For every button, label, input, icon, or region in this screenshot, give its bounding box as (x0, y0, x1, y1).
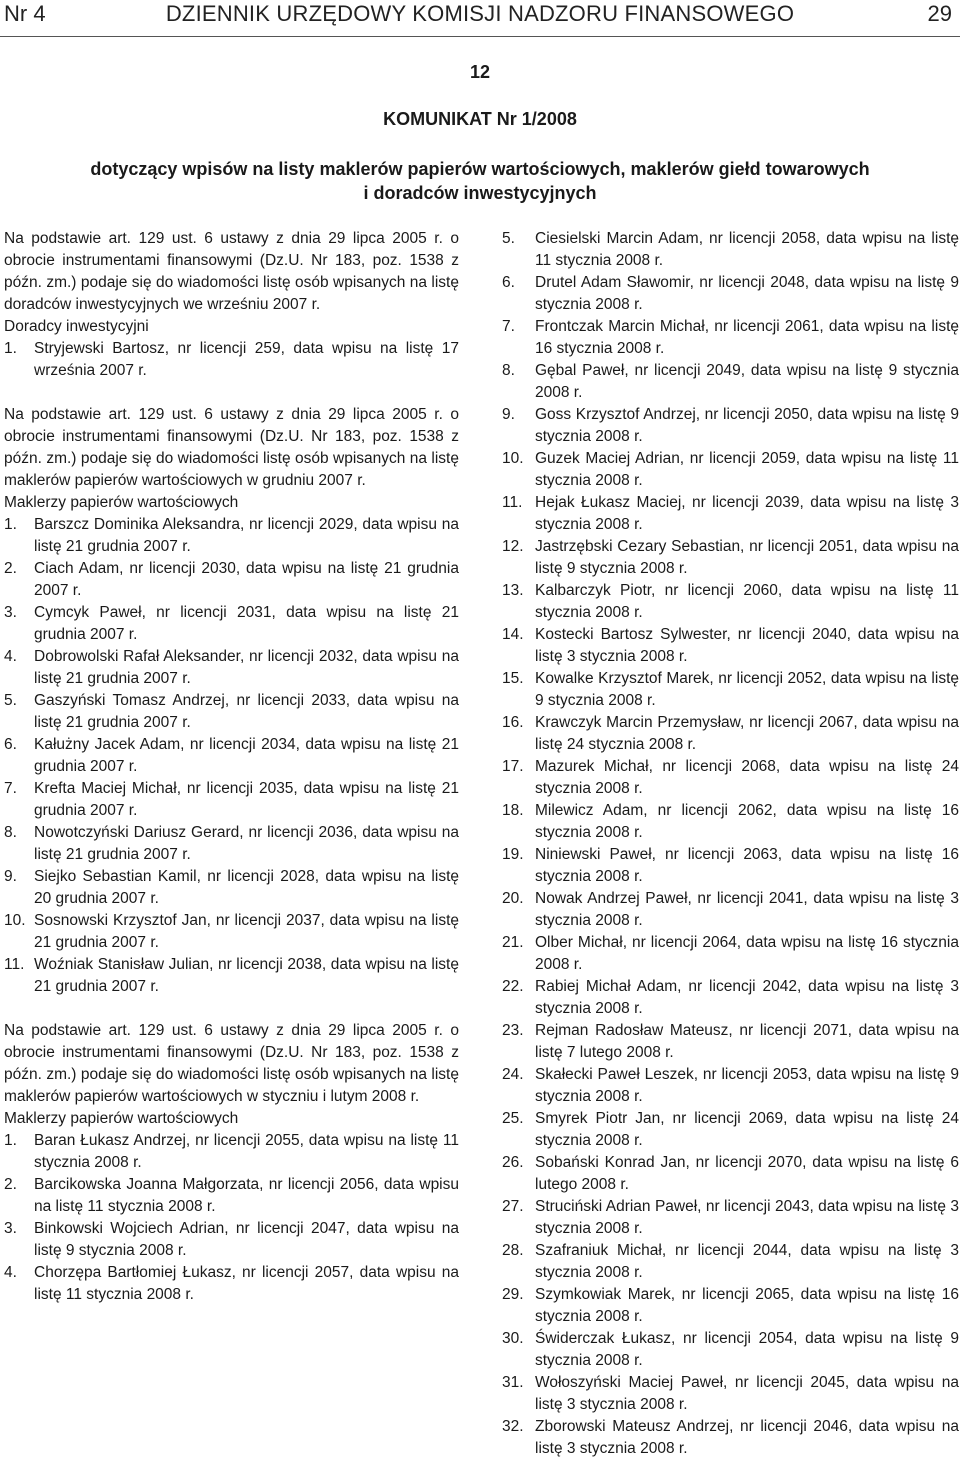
list-item-number: 16. (502, 714, 524, 731)
list-item (4, 338, 459, 382)
list-item-number: 18. (502, 802, 524, 819)
list-item-number: 15. (502, 670, 524, 687)
list-item-number: 28. (502, 1242, 524, 1259)
list-item-number: 17. (502, 758, 524, 775)
list-item (4, 778, 459, 822)
list-item-text: Sobański Konrad Jan, nr licencji 2070, data wpisu na listę 6 lutego 2008 r. (535, 1154, 959, 1193)
list-item (502, 712, 959, 756)
list-item (502, 316, 959, 360)
list-item-text: Stryjewski Bartosz, nr licencji 259, data wpisu na listę 17 września 2007 r. (34, 340, 459, 379)
list-item-number: 26. (502, 1154, 524, 1171)
header-divider (0, 36, 960, 37)
list-item-text: Wołoszyński Maciej Paweł, nr licencji 2045, data wpisu na listę 3 stycznia 2008 r. (535, 1374, 959, 1413)
list-item-number: 21. (502, 934, 524, 951)
list-item (4, 1218, 459, 1262)
list-item (502, 888, 959, 932)
list-item (4, 734, 459, 778)
list-item-text: Goss Krzysztof Andrzej, nr licencji 2050, data wpisu na listę 9 stycznia 2008 r. (535, 406, 959, 445)
list-item (502, 668, 959, 712)
list-item-text: Barcikowska Joanna Małgorzata, nr licencji 2056, data wpisu na listę 11 stycznia 2008 r. (34, 1176, 459, 1215)
list-item (4, 910, 459, 954)
list-item (502, 492, 959, 536)
list-item-text: Guzek Maciej Adrian, nr licencji 2059, data wpisu na listę 11 stycznia 2008 r. (535, 450, 959, 489)
list-item-text: Baran Łukasz Andrzej, nr licencji 2055, data wpisu na listę 11 stycznia 2008 r. (34, 1132, 459, 1171)
list-item (4, 646, 459, 690)
list-item-number: 10. (502, 450, 524, 467)
list-item-number: 9. (502, 406, 515, 423)
list-item-number: 20. (502, 890, 524, 907)
list-item (502, 360, 959, 404)
komunikat-heading: KOMUNIKAT Nr 1/2008 (383, 109, 577, 129)
list-item-number: 1. (4, 1132, 17, 1149)
right-column (502, 228, 959, 1460)
list-item (502, 1240, 959, 1284)
list-item (4, 954, 459, 998)
list-item-text: Dobrowolski Rafał Aleksander, nr licencji 2032, data wpisu na listę 21 grudnia 2007 r. (34, 648, 459, 687)
list-item (4, 1262, 459, 1306)
document-title (0, 157, 960, 205)
section2-intro: Na podstawie art. 129 ust. 6 ustawy z dnia 29 lipca 2005 r. o obrocie instrumentami finansowymi (Dz.U. Nr 183, poz. 1538 z późn. zm.) podaje się do wiadomości listę osób wpisanych na listę maklerów papierów wartościowych w grudniu 2007 r. (4, 406, 459, 489)
list-item-text: Ciach Adam, nr licencji 2030, data wpisu na listę 21 grudnia 2007 r. (34, 560, 459, 599)
left-column (4, 228, 459, 1306)
list-item-text: Gębal Paweł, nr licencji 2049, data wpisu na listę 9 stycznia 2008 r. (535, 362, 959, 401)
journal-title: DZIENNIK URZĘDOWY KOMISJI NADZORU FINANSOWEGO (165, 1, 795, 26)
list-item (502, 976, 959, 1020)
list-item-number: 1. (4, 340, 17, 357)
issue-number: Nr 4 (4, 1, 46, 26)
list-item-number: 2. (4, 1176, 17, 1193)
list-item (4, 690, 459, 734)
list-item (502, 228, 959, 272)
list-item-number: 12. (502, 538, 524, 555)
list-item (502, 1152, 959, 1196)
list-item-number: 29. (502, 1286, 524, 1303)
list-item-text: Niniewski Paweł, nr licencji 2063, data wpisu na listę 16 stycznia 2008 r. (535, 846, 959, 885)
list-item-text: Ciesielski Marcin Adam, nr licencji 2058, data wpisu na listę 11 stycznia 2008 r. (535, 230, 959, 269)
list-item-number: 9. (4, 868, 17, 885)
section1-intro: Na podstawie art. 129 ust. 6 ustawy z dnia 29 lipca 2005 r. o obrocie instrumentami finansowymi (Dz.U. Nr 183, poz. 1538 z późn. zm.) podaje się do wiadomości listę osób wpisanych na listę doradców inwestycyjnych we wrześniu 2007 r. (4, 230, 459, 313)
list-item-text: Struciński Adrian Paweł, nr licencji 2043, data wpisu na listę 3 stycznia 2008 r. (535, 1198, 959, 1237)
list-item-text: Jastrzębski Cezary Sebastian, nr licencji 2051, data wpisu na listę 9 stycznia 2008 r. (535, 538, 959, 577)
list-item-text: Binkowski Wojciech Adrian, nr licencji 2047, data wpisu na listę 9 stycznia 2008 r. (34, 1220, 459, 1259)
list-item (502, 800, 959, 844)
list-item-number: 13. (502, 582, 524, 599)
section3-heading: Maklerzy papierów wartościowych (4, 1110, 239, 1127)
list-item (502, 932, 959, 976)
brokers-jan-feb-list-right (502, 228, 959, 1460)
list-item-text: Krefta Maciej Michał, nr licencji 2035, data wpisu na listę 21 grudnia 2007 r. (34, 780, 459, 819)
list-item-text: Nowak Andrzej Paweł, nr licencji 2041, data wpisu na listę 3 stycznia 2008 r. (535, 890, 959, 929)
list-item-text: Szafraniuk Michał, nr licencji 2044, data wpisu na listę 3 stycznia 2008 r. (535, 1242, 959, 1281)
list-item-text: Nowotczyński Dariusz Gerard, nr licencji 2036, data wpisu na listę 21 grudnia 2007 r. (34, 824, 459, 863)
list-item-text: Siejko Sebastian Kamil, nr licencji 2028, data wpisu na listę 20 grudnia 2007 r. (34, 868, 459, 907)
list-item (502, 448, 959, 492)
list-item-number: 19. (502, 846, 524, 863)
list-item-number: 11. (4, 956, 25, 973)
list-item-number: 24. (502, 1066, 524, 1083)
list-item-number: 6. (502, 274, 515, 291)
list-item (4, 558, 459, 602)
list-item-text: Zborowski Mateusz Andrzej, nr licencji 2046, data wpisu na listę 3 stycznia 2008 r. (535, 1418, 959, 1457)
list-item (4, 602, 459, 646)
list-item (502, 756, 959, 800)
list-item-number: 31. (502, 1374, 524, 1391)
list-item-text: Drutel Adam Sławomir, nr licencji 2048, data wpisu na listę 9 stycznia 2008 r. (535, 274, 959, 313)
list-item-text: Milewicz Adam, nr licencji 2062, data wpisu na listę 16 stycznia 2008 r. (535, 802, 959, 841)
list-item-number: 32. (502, 1418, 524, 1435)
list-item-number: 27. (502, 1198, 524, 1215)
section1-heading: Doradcy inwestycyjni (4, 318, 149, 335)
list-item-text: Woźniak Stanisław Julian, nr licencji 2038, data wpisu na listę 21 grudnia 2007 r. (34, 956, 459, 995)
list-item (502, 624, 959, 668)
list-item-text: Kostecki Bartosz Sylwester, nr licencji 2040, data wpisu na listę 3 stycznia 2008 r. (535, 626, 959, 665)
list-item-number: 6. (4, 736, 17, 753)
list-item (4, 822, 459, 866)
item-number: 12 (469, 62, 491, 82)
list-item (502, 844, 959, 888)
list-item-text: Frontczak Marcin Michał, nr licencji 2061, data wpisu na listę 16 stycznia 2008 r. (535, 318, 959, 357)
list-item (4, 514, 459, 558)
list-item (502, 536, 959, 580)
list-item-text: Cymcyk Paweł, nr licencji 2031, data wpisu na listę 21 grudnia 2007 r. (34, 604, 459, 643)
list-item-text: Barszcz Dominika Aleksandra, nr licencji 2029, data wpisu na listę 21 grudnia 2007 r. (34, 516, 459, 555)
list-item-number: 4. (4, 648, 17, 665)
list-item (502, 1416, 959, 1460)
list-item (4, 866, 459, 910)
list-item-number: 3. (4, 604, 17, 621)
title-line-1: dotyczący wpisów na listy maklerów papierów wartościowych, maklerów giełd towarowych (90, 159, 870, 179)
list-item-number: 3. (4, 1220, 17, 1237)
list-item-number: 1. (4, 516, 17, 533)
page-header (0, 0, 960, 30)
list-item-number: 23. (502, 1022, 524, 1039)
section2-heading: Maklerzy papierów wartościowych (4, 494, 239, 511)
list-item-text: Kowalke Krzysztof Marek, nr licencji 2052, data wpisu na listę 9 stycznia 2008 r. (535, 670, 959, 709)
list-item-text: Szymkowiak Marek, nr licencji 2065, data wpisu na listę 16 stycznia 2008 r. (535, 1286, 959, 1325)
list-item-text: Kałużny Jacek Adam, nr licencji 2034, data wpisu na listę 21 grudnia 2007 r. (34, 736, 459, 775)
list-item-number: 7. (4, 780, 17, 797)
list-item-text: Olber Michał, nr licencji 2064, data wpisu na listę 16 stycznia 2008 r. (535, 934, 959, 973)
list-item-text: Skałecki Paweł Leszek, nr licencji 2053, data wpisu na listę 9 stycznia 2008 r. (535, 1066, 959, 1105)
list-item-number: 5. (502, 230, 515, 247)
list-item-text: Świderczak Łukasz, nr licencji 2054, data wpisu na listę 9 stycznia 2008 r. (535, 1330, 959, 1369)
list-item (502, 404, 959, 448)
list-item (502, 1328, 959, 1372)
list-item-text: Rabiej Michał Adam, nr licencji 2042, data wpisu na listę 3 stycznia 2008 r. (535, 978, 959, 1017)
list-item (502, 580, 959, 624)
list-item-number: 11. (502, 494, 523, 511)
list-item (502, 1284, 959, 1328)
list-item (502, 272, 959, 316)
list-item-number: 2. (4, 560, 17, 577)
list-item-number: 8. (4, 824, 17, 841)
list-item-text: Smyrek Piotr Jan, nr licencji 2069, data wpisu na listę 24 stycznia 2008 r. (535, 1110, 959, 1149)
list-item-text: Kalbarczyk Piotr, nr licencji 2060, data wpisu na listę 11 stycznia 2008 r. (535, 582, 959, 621)
list-item-text: Gaszyński Tomasz Andrzej, nr licencji 2033, data wpisu na listę 21 grudnia 2007 r. (34, 692, 459, 731)
list-item-number: 7. (502, 318, 515, 335)
title-line-2: i doradców inwestycyjnych (363, 183, 597, 203)
list-item-number: 14. (502, 626, 524, 643)
brokers-jan-feb-list-left (4, 1130, 459, 1306)
list-item (502, 1064, 959, 1108)
list-item (502, 1108, 959, 1152)
list-item-text: Krawczyk Marcin Przemysław, nr licencji 2067, data wpisu na listę 24 stycznia 2008 r. (535, 714, 959, 753)
list-item (502, 1020, 959, 1064)
list-item (502, 1196, 959, 1240)
list-item (4, 1174, 459, 1218)
page-number: 29 (927, 1, 952, 26)
list-item-text: Sosnowski Krzysztof Jan, nr licencji 2037, data wpisu na listę 21 grudnia 2007 r. (34, 912, 459, 951)
list-item-number: 10. (4, 912, 26, 929)
list-item-text: Mazurek Michał, nr licencji 2068, data wpisu na listę 24 stycznia 2008 r. (535, 758, 959, 797)
list-item-number: 8. (502, 362, 515, 379)
list-item-text: Hejak Łukasz Maciej, nr licencji 2039, data wpisu na listę 3 stycznia 2008 r. (535, 494, 959, 533)
list-item-number: 22. (502, 978, 524, 995)
list-item-text: Rejman Radosław Mateusz, nr licencji 2071, data wpisu na listę 7 lutego 2008 r. (535, 1022, 959, 1061)
list-item (502, 1372, 959, 1416)
list-item-number: 25. (502, 1110, 524, 1127)
section3-intro: Na podstawie art. 129 ust. 6 ustawy z dnia 29 lipca 2005 r. o obrocie instrumentami finansowymi (Dz.U. Nr 183, poz. 1538 z późn. zm.) podaje się do wiadomości listę osób wpisanych na listę maklerów papierów wartościowych w styczniu i lutym 2008 r. (4, 1022, 459, 1105)
list-item (4, 1130, 459, 1174)
list-item-number: 4. (4, 1264, 17, 1281)
list-item-number: 5. (4, 692, 17, 709)
list-item-number: 30. (502, 1330, 524, 1347)
brokers-december-list (4, 514, 459, 998)
advisors-list (4, 338, 459, 382)
list-item-text: Chorzępa Bartłomiej Łukasz, nr licencji 2057, data wpisu na listę 11 stycznia 2008 r. (34, 1264, 459, 1303)
